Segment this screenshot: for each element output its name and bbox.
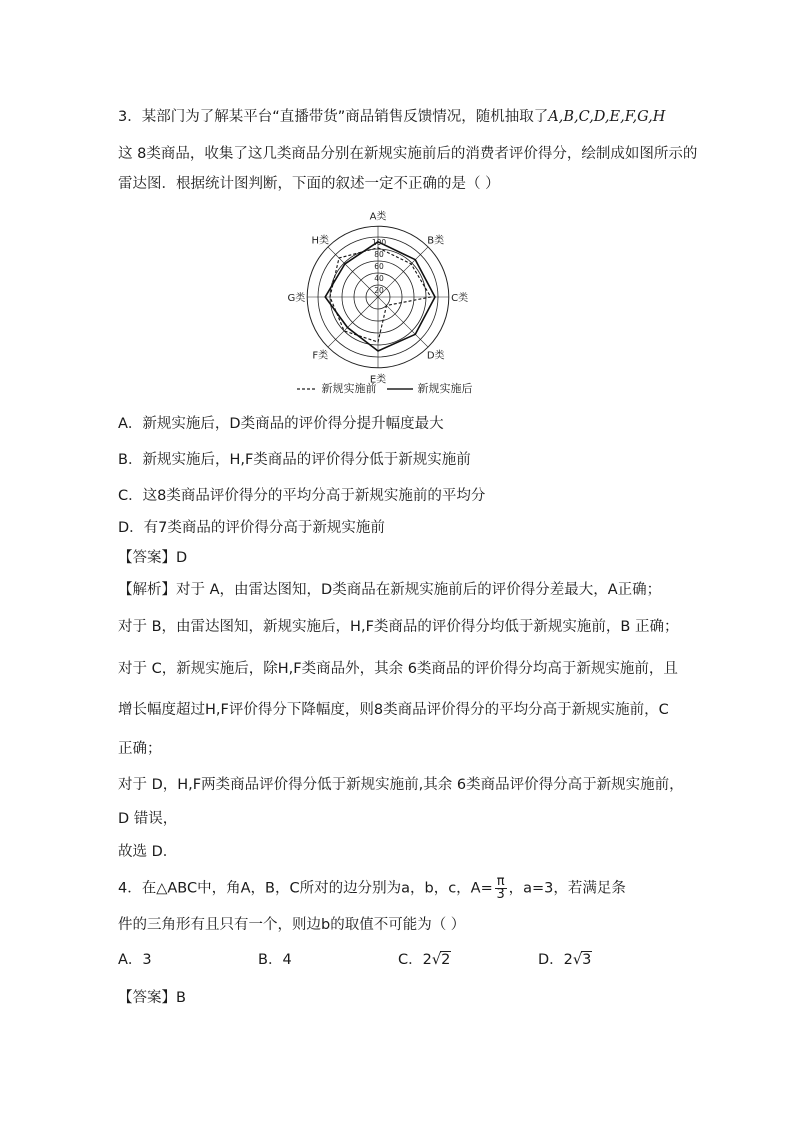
radar-chart (278, 205, 478, 405)
radar-category-label: D类 (426, 350, 445, 362)
q3-option-a: A．新规实施后，D类商品的评价得分提升幅度最大 (118, 416, 444, 432)
legend-solid-swatch (386, 385, 414, 393)
radar-category-label: F类 (312, 350, 329, 362)
q4-option-d-prefix: D．2 (538, 952, 573, 968)
q3-analysis-line7: D 错误， (118, 811, 178, 827)
q3-stem-line3: 雷达图．根据统计图判断，下面的叙述一定不正确的是（ ） (118, 176, 500, 192)
radar-category-label: A类 (369, 211, 387, 223)
q3-analysis-line8: 故选 D． (118, 844, 178, 860)
q3-stem-text: 某部门为了解某平台“直播带货”商品销售反馈情况，随机抽取了 (141, 109, 549, 125)
q4-stem-text-b: ，a=3，若满足条 (508, 880, 626, 897)
q4-frac-den: 3 (496, 887, 505, 902)
radar-category-label: B类 (427, 235, 445, 247)
q3-stem-line1 (118, 107, 665, 127)
q3-analysis-line5: 正确； (118, 741, 162, 757)
legend-dashed-swatch (296, 385, 318, 393)
q4-option-b: B．4 (258, 952, 292, 968)
q4-option-d-radicand: 3 (582, 952, 592, 968)
q3-analysis-line6: 对于 D，H,F两类商品评价得分低于新规实施前,其余 6类商品评价得分高于新规实施前， (118, 777, 684, 793)
q4-stem-text-a: 在△ABC中，角A，B，C所对的边分别为a，b，c，A= (141, 880, 493, 897)
radar-tick-label: 100 (371, 238, 387, 247)
q3-stem-line2: 这 8类商品，收集了这几类商品分别在新规实施前后的消费者评价得分，绘制成如图所示的 (118, 146, 698, 162)
q3-analysis-line3: 对于 C，新规实施后，除H,F类商品外，其余 6类商品的评价得分均高于新规实施前，且 (118, 661, 678, 677)
radar-legend (296, 381, 473, 397)
q4-answer: 【答案】B (118, 990, 186, 1006)
q3-option-b: B．新规实施后，H,F类商品的评价得分低于新规实施前 (118, 452, 471, 468)
q3-analysis-line1: 【解析】对于 A，由雷达图知，D类商品在新规实施前后的评价得分差最大，A正确； (118, 582, 662, 598)
radar-category-label: H类 (311, 235, 330, 247)
q4-fraction (495, 876, 507, 901)
radar-tick-label: 60 (374, 262, 384, 271)
q3-option-d: D．有7类商品的评价得分高于新规实施前 (118, 520, 385, 536)
q4-option-c-radicand: 2 (441, 952, 451, 968)
radar-category-label: G类 (287, 293, 306, 304)
radar-tick-label: 40 (374, 274, 384, 283)
radar-category-label: E类 (369, 374, 387, 386)
legend-before: 新规实施前 (321, 382, 377, 395)
q4-option-c: C．2√2 (398, 952, 451, 968)
q4-option-c-prefix: C．2 (398, 952, 432, 968)
q4-option-a: A．3 (118, 952, 152, 968)
q3-analysis-line2: 对于 B，由雷达图知，新规实施后，H,F类商品的评价得分均低于新规实施前，B 正确； (118, 619, 679, 635)
q4-option-d: D．2√3 (538, 952, 592, 968)
q3-answer: 【答案】D (118, 550, 188, 566)
q4-frac-num: π (496, 874, 505, 889)
q3-category-letters: A,B,C,D,E,F,G,H (548, 109, 666, 125)
q3-analysis-line4: 增长幅度超过H,F评价得分下降幅度，则8类商品评价得分的平均分高于新规实施前，C (118, 702, 669, 718)
q4-number: 4． (118, 880, 142, 897)
q3-option-c: C．这8类商品评价得分的平均分高于新规实施前的平均分 (118, 488, 486, 504)
radar-category-label: C类 (451, 293, 469, 304)
q3-number: 3． (118, 109, 142, 125)
q4-stem-line2: 件的三角形有且只有一个，则边b的取值不可能为（ ） (118, 917, 466, 933)
radar-tick-label: 20 (374, 286, 384, 295)
q4-stem-line1 (118, 876, 626, 901)
radar-tick-label: 80 (374, 250, 384, 259)
legend-after: 新规实施后 (417, 382, 473, 395)
